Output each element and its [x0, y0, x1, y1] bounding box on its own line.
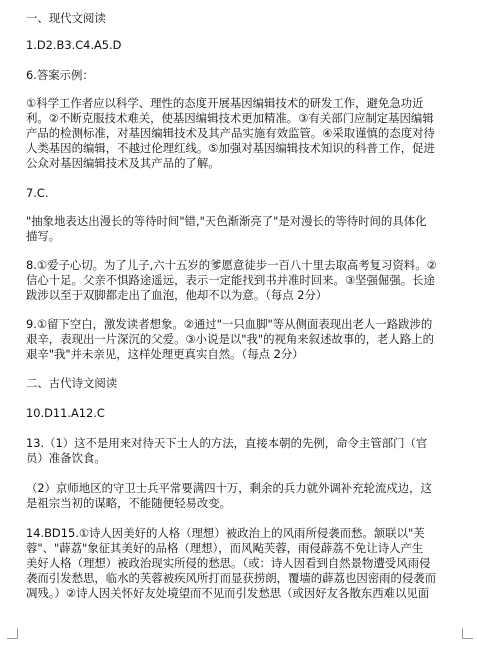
answer-13-line-1: 13.（1）这不是用来对待天下士人的方法，直接本朝的先例，命令主管部门（官: [26, 436, 428, 450]
answer-13-line-2: 员）准备饮食。: [26, 451, 106, 465]
page-corner-mark-left: [7, 628, 18, 639]
section-heading-modern-reading: 一、现代文阅读: [26, 11, 106, 25]
answer-line-1-5: 1.D2.B3.C4.A5.D: [26, 38, 122, 52]
answer-14-15-line-1: 14.BD15.①诗人因美好的人格（理想）被政治上的风雨所侵袭而愁。颔联以"芙: [26, 526, 425, 540]
page-corner-mark-right: [462, 628, 473, 639]
answer-7-line-1: "抽象地表达出漫长的等待时间"错,"天色渐渐亮了"是对漫长的等待时间的具体化: [26, 214, 427, 228]
answer-9-line-2: 艰辛，表现出一片深沉的父爱。③小说是以"我"的视角来叙述故事的，老人路上的: [26, 332, 434, 346]
answer-6-line-1: ①科学工作者应以科学、理性的态度开展基因编辑技术的研发工作，避免急功近: [26, 96, 424, 110]
answer-14-15-line-2: 蓉"、"薜荔"象征其美好的品格（理想），而风飐芙蓉，雨侵薜荔不免让诗人产生: [26, 541, 424, 555]
answer-9-line-3: 艰辛"我"并未亲见，这样处理更真实自然。（每点 2分）: [26, 347, 304, 361]
answer-8-line-2: 信心十足。父亲不惧路途遥远，表示一定能找到书并准时回来。③坚强倔强。长途: [26, 273, 435, 287]
section-heading-classical-reading: 二、古代诗文阅读: [26, 376, 118, 390]
answer-6-line-4: 人类基因的编辑，不越过伦理红线。⑤加强对基因编辑技术知识的科普工作，促进: [26, 141, 435, 155]
answer-7-title: 7.C.: [26, 186, 49, 200]
answer-14-15-line-4: 袭而引发愁思，临水的芙蓉被疾风所打而显获捞朗，覆墙的薜荔也因密雨的侵袭而: [26, 571, 437, 585]
answer-13-line-3: （2）京师地区的守卫士兵平常要满四十万，剩余的兵力就外调补充轮流戍边，这: [26, 481, 432, 495]
answer-6-line-5: 公众对基因编辑技术及其产品的了解。: [26, 156, 220, 170]
answer-line-10-12: 10.D11.A12.C: [26, 406, 105, 420]
answer-13-line-4: 是祖宗当初的谋略，不能随便轻易改变。: [26, 496, 232, 510]
answer-6-line-3: 产品的检测标准，对基因编辑技术及其产品实施有效监管。④采取谨慎的态度对待: [26, 126, 435, 140]
answer-14-15-line-3: 美好人格（理想）被政治现实所侵的愁思。（或：诗人因看到自然景物遭受风雨侵: [26, 556, 431, 570]
answer-7-line-2: 描写。: [26, 229, 61, 243]
answer-6-title: 6.答案示例：: [26, 68, 94, 82]
answer-9-line-1: 9.①留下空白，激发读者想象。②通过"一只血脚"等从侧面表现出老人一路跋涉的: [26, 317, 433, 331]
answer-14-15-line-5: 凋残。）②诗人因关怀好友处境望而不见而引发愁思（或因好友各散东西难以见面: [26, 586, 430, 600]
answer-8-line-3: 跋涉以至于双脚都走出了血泡，他却不以为意。（每点 2分）: [26, 288, 328, 302]
answer-8-line-1: 8.①爱子心切。为了儿子,六十五岁的爹愿意徒步一百八十里去取高考复习资料。②: [26, 258, 437, 272]
answer-6-line-2: 利。②不断克服技术难关，使基因编辑技术更加精准。③有关部门应制定基因编辑: [26, 111, 434, 125]
